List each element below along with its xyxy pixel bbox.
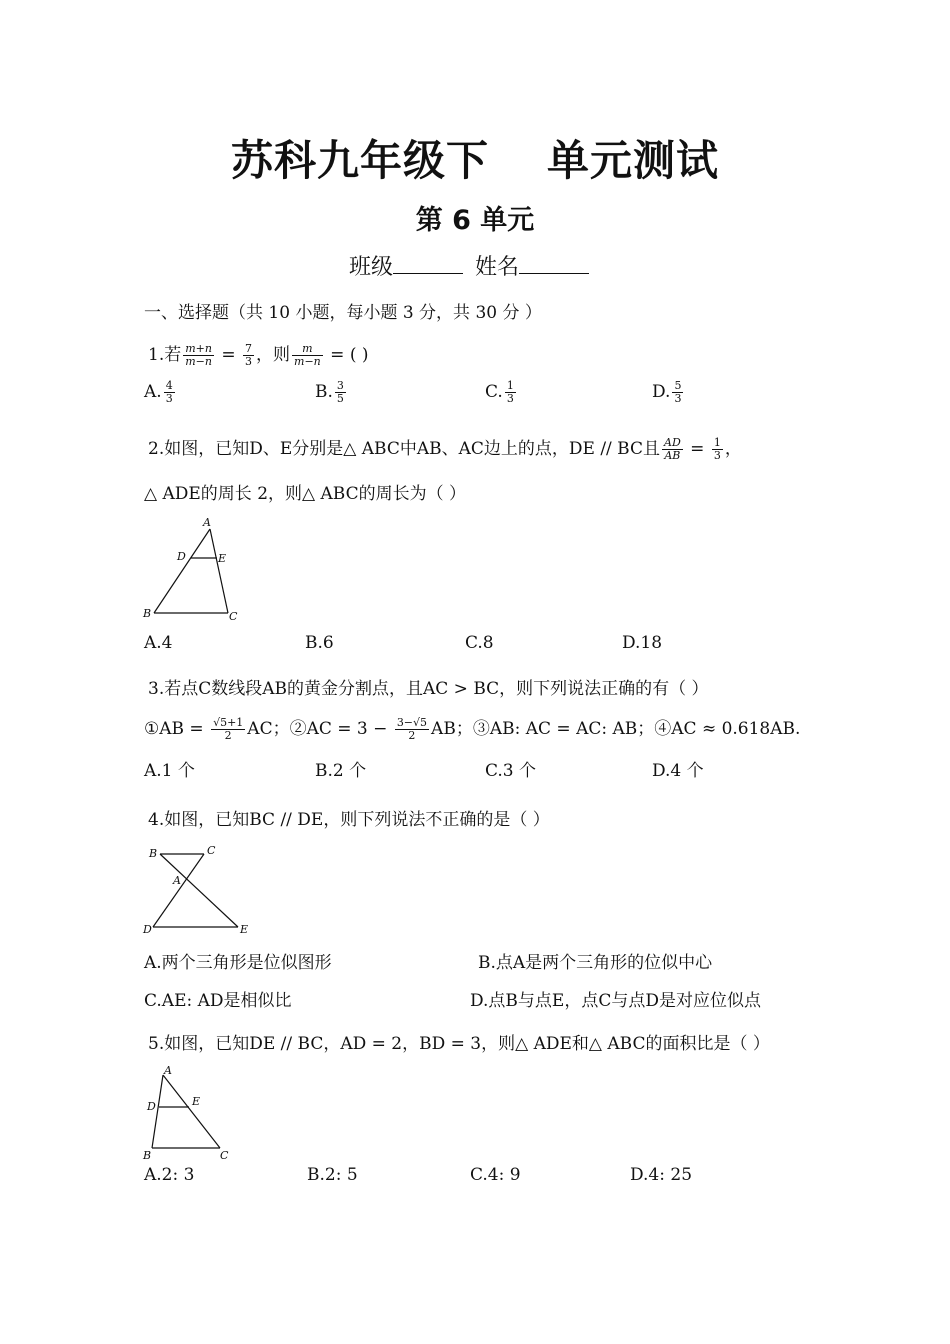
q2-triangle bbox=[154, 529, 228, 613]
q1-frac3-den: m−n bbox=[294, 355, 321, 368]
q2-eq: = bbox=[684, 439, 710, 459]
q1-frac1-num: m+n bbox=[185, 342, 212, 355]
q1-opt-d-label: D. bbox=[652, 382, 671, 402]
q2-line2: △ ADE的周长 2，则△ ABC的周长为（ ） bbox=[144, 484, 466, 504]
q5-figure bbox=[140, 1063, 240, 1163]
q4-label-d: D bbox=[143, 923, 152, 936]
q1-opt-a-frac bbox=[164, 380, 175, 405]
q2-line1: 2.如图，已知D、E分别是△ ABC中AB、AC边上的点，DE // BC且 bbox=[148, 439, 660, 459]
q3-s4: ④AC ≈ 0.618AB. bbox=[654, 719, 801, 739]
q5-label-a: A bbox=[164, 1064, 172, 1077]
q5-line1: 5.如图，已知DE // BC，AD = 2，BD = 3，则△ ADE和△ ABC的面积比是（ ） bbox=[148, 1034, 770, 1054]
q1-frac3 bbox=[292, 343, 323, 368]
q5-label-c: C bbox=[220, 1149, 229, 1162]
q1-opt-b-frac bbox=[335, 380, 346, 405]
q5-label-b: B bbox=[143, 1149, 152, 1162]
q1-opt-c-den: 3 bbox=[506, 392, 514, 405]
q1-option-d[interactable] bbox=[652, 380, 685, 405]
q1-opt-c-label: C. bbox=[485, 382, 503, 402]
q4-option-b[interactable]: B.点A是两个三角形的位似中心 bbox=[478, 953, 713, 973]
q2-val-num: 1 bbox=[713, 436, 721, 449]
q1-opt-d-num: 5 bbox=[674, 379, 682, 392]
q4-label-e: E bbox=[240, 923, 249, 936]
q1-opt-a-label: A. bbox=[144, 382, 162, 402]
q4-segment-cd bbox=[153, 854, 204, 927]
q2-frac-den: AB bbox=[664, 449, 681, 462]
q5-label-d: D bbox=[147, 1100, 156, 1113]
page-title bbox=[0, 128, 950, 188]
q1-frac2-den: 3 bbox=[245, 355, 253, 368]
q3-s2-post: AB； bbox=[431, 719, 473, 739]
question-2 bbox=[148, 434, 742, 462]
q2-tail: ， bbox=[724, 439, 742, 459]
q1-opt-b-den: 5 bbox=[336, 392, 344, 405]
q1-opt-a-den: 3 bbox=[165, 392, 173, 405]
q2-val-den: 3 bbox=[713, 449, 721, 462]
q3-option-d[interactable]: D.4 个 bbox=[652, 761, 704, 781]
q2-label-a: A bbox=[203, 516, 211, 529]
q4-lines bbox=[153, 854, 238, 927]
question-1 bbox=[148, 340, 369, 368]
q1-option-c[interactable] bbox=[485, 380, 518, 405]
q1-opt-b-label: B. bbox=[315, 382, 333, 402]
class-name-line bbox=[0, 250, 950, 281]
q4-line1: 4.如图，已知BC // DE，则下列说法不正确的是（ ） bbox=[148, 810, 550, 830]
q1-option-b[interactable] bbox=[315, 380, 348, 405]
q1-frac2-num: 7 bbox=[245, 342, 253, 355]
q3-option-a[interactable]: A.1 个 bbox=[144, 761, 195, 781]
q2-label-e: E bbox=[218, 552, 227, 565]
q3-s2-frac bbox=[395, 717, 429, 742]
q1-frac1 bbox=[183, 343, 214, 368]
name-blank[interactable] bbox=[519, 253, 589, 274]
q2-option-a[interactable]: A.4 bbox=[144, 633, 173, 653]
q2-option-d[interactable]: D.18 bbox=[622, 633, 663, 653]
section-heading: 一、选择题（共 10 小题，每小题 3 分，共 30 分 ） bbox=[144, 303, 542, 323]
q2-option-c[interactable]: C.8 bbox=[465, 633, 494, 653]
q3-option-b[interactable]: B.2 个 bbox=[315, 761, 367, 781]
class-label: 班级 bbox=[348, 255, 393, 280]
q1-frac1-den: m−n bbox=[185, 355, 212, 368]
q5-option-a[interactable]: A.2: 3 bbox=[144, 1165, 195, 1185]
q3-s1-num: √5+1 bbox=[213, 716, 244, 729]
q1-eq1: = bbox=[215, 345, 242, 365]
q5-option-b[interactable]: B.2: 5 bbox=[307, 1165, 358, 1185]
q1-middle: ，则 bbox=[256, 345, 291, 365]
q3-line1: 3.若点C数线段AB的黄金分割点，且AC > BC，则下列说法正确的有（ ） bbox=[148, 679, 709, 699]
q3-s1-den: 2 bbox=[224, 729, 232, 742]
q3-s2-den: 2 bbox=[408, 729, 416, 742]
q4-figure bbox=[140, 842, 260, 938]
q3-s3: ③AB: AC = AC: AB； bbox=[472, 719, 655, 739]
q3-s2-pre: ②AC = 3 − bbox=[289, 719, 393, 739]
q3-s1-pre: ①AB = bbox=[144, 719, 210, 739]
q5-triangle bbox=[152, 1075, 220, 1148]
q4-option-a[interactable]: A.两个三角形是位似图形 bbox=[144, 953, 332, 973]
q4-label-c: C bbox=[207, 844, 216, 857]
q2-option-b[interactable]: B.6 bbox=[305, 633, 334, 653]
q3-option-c[interactable]: C.3 个 bbox=[485, 761, 537, 781]
q1-opt-a-num: 4 bbox=[165, 379, 173, 392]
q2-figure bbox=[140, 515, 250, 627]
q5-label-e: E bbox=[192, 1095, 201, 1108]
q2-label-d: D bbox=[177, 550, 186, 563]
q1-frac3-num: m bbox=[292, 343, 323, 356]
class-blank[interactable] bbox=[393, 253, 463, 274]
q5-side-ac bbox=[163, 1075, 220, 1148]
q4-option-d[interactable]: D.点B与点E，点C与点D是对应位似点 bbox=[470, 991, 761, 1011]
q1-opt-c-frac bbox=[505, 380, 516, 405]
q1-frac2 bbox=[243, 343, 254, 368]
name-label: 姓名 bbox=[475, 255, 520, 280]
q1-option-a[interactable] bbox=[144, 380, 177, 405]
q1-end: = ( ) bbox=[324, 345, 369, 365]
unit-subtitle: 第 6 单元 bbox=[415, 205, 535, 236]
q2-label-c: C bbox=[229, 610, 238, 623]
title-left: 苏科九年级下 bbox=[230, 136, 489, 185]
title-right: 单元测试 bbox=[547, 136, 720, 185]
q2-side-ab bbox=[154, 529, 210, 613]
q1-opt-d-den: 3 bbox=[674, 392, 682, 405]
q2-frac-num: AD bbox=[664, 436, 681, 449]
q3-s1-frac bbox=[211, 717, 245, 742]
q2-label-b: B bbox=[143, 607, 152, 620]
q3-statements bbox=[144, 714, 800, 742]
q1-prefix: 1.若 bbox=[148, 345, 182, 365]
q1-opt-d-frac bbox=[672, 380, 683, 405]
q5-option-d[interactable]: D.4: 25 bbox=[630, 1165, 693, 1185]
q4-label-b: B bbox=[149, 847, 158, 860]
q1-opt-b-num: 3 bbox=[336, 379, 344, 392]
q2-side-ac bbox=[210, 529, 228, 613]
q1-opt-c-num: 1 bbox=[506, 379, 514, 392]
q3-s1-post: AC； bbox=[247, 719, 290, 739]
q4-segment-be bbox=[160, 854, 238, 927]
q3-s2-num: 3−√5 bbox=[396, 716, 428, 729]
q2-frac bbox=[662, 437, 683, 462]
q5-option-c[interactable]: C.4: 9 bbox=[470, 1165, 521, 1185]
q2-val bbox=[712, 437, 723, 462]
q4-label-a: A bbox=[173, 874, 181, 887]
q4-option-c[interactable]: C.AE: AD是相似比 bbox=[144, 991, 292, 1011]
